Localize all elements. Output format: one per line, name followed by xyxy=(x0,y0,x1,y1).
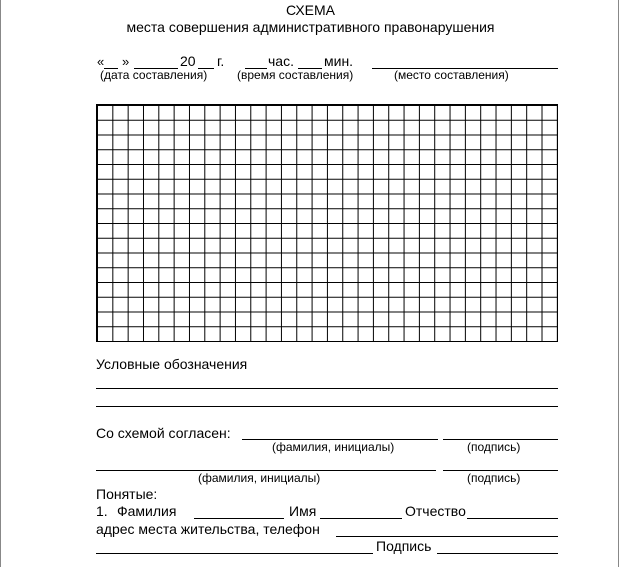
legend-line-2[interactable] xyxy=(96,406,558,407)
document-title: СХЕМА xyxy=(286,2,335,18)
name-field[interactable] xyxy=(320,518,402,519)
date-caption: (дата составления) xyxy=(100,68,208,82)
address-field[interactable] xyxy=(336,536,558,537)
legend-line-1[interactable] xyxy=(96,388,558,389)
address-field-continued[interactable] xyxy=(96,553,373,554)
agreement-signature-caption: (подпись) xyxy=(467,440,521,454)
patronymic-label: Отчество xyxy=(405,503,466,519)
legend-label: Условные обозначения xyxy=(96,356,248,372)
witness-signature-field[interactable] xyxy=(437,553,558,554)
surname-field[interactable] xyxy=(194,518,284,519)
signature-label: Подпись xyxy=(376,538,432,554)
witness-number: 1. xyxy=(96,503,108,519)
address-label: адрес места жительства, телефон xyxy=(96,521,320,537)
name-label: Имя xyxy=(289,503,317,519)
surname-label: Фамилия xyxy=(117,503,177,519)
minutes-label: мин. xyxy=(324,53,354,69)
place-caption: (место составления) xyxy=(394,68,509,82)
close-quote: » xyxy=(122,54,130,69)
hours-label: час. xyxy=(268,53,294,69)
open-quote: « xyxy=(97,54,105,69)
document-subtitle: места совершения административного правонарушения xyxy=(126,19,495,35)
patronymic-field[interactable] xyxy=(467,518,558,519)
second-signature-caption: (подпись) xyxy=(467,471,521,485)
second-name-caption: (фамилия, инициалы) xyxy=(198,471,321,485)
agreement-label: Со схемой согласен: xyxy=(96,425,231,441)
year-prefix: 20 xyxy=(180,53,196,69)
year-suffix: г. xyxy=(217,53,225,69)
witnesses-label: Понятые: xyxy=(96,486,158,502)
scheme-grid[interactable] xyxy=(96,104,558,342)
agreement-name-caption: (фамилия, инициалы) xyxy=(272,440,395,454)
time-caption: (время составления) xyxy=(237,68,354,82)
